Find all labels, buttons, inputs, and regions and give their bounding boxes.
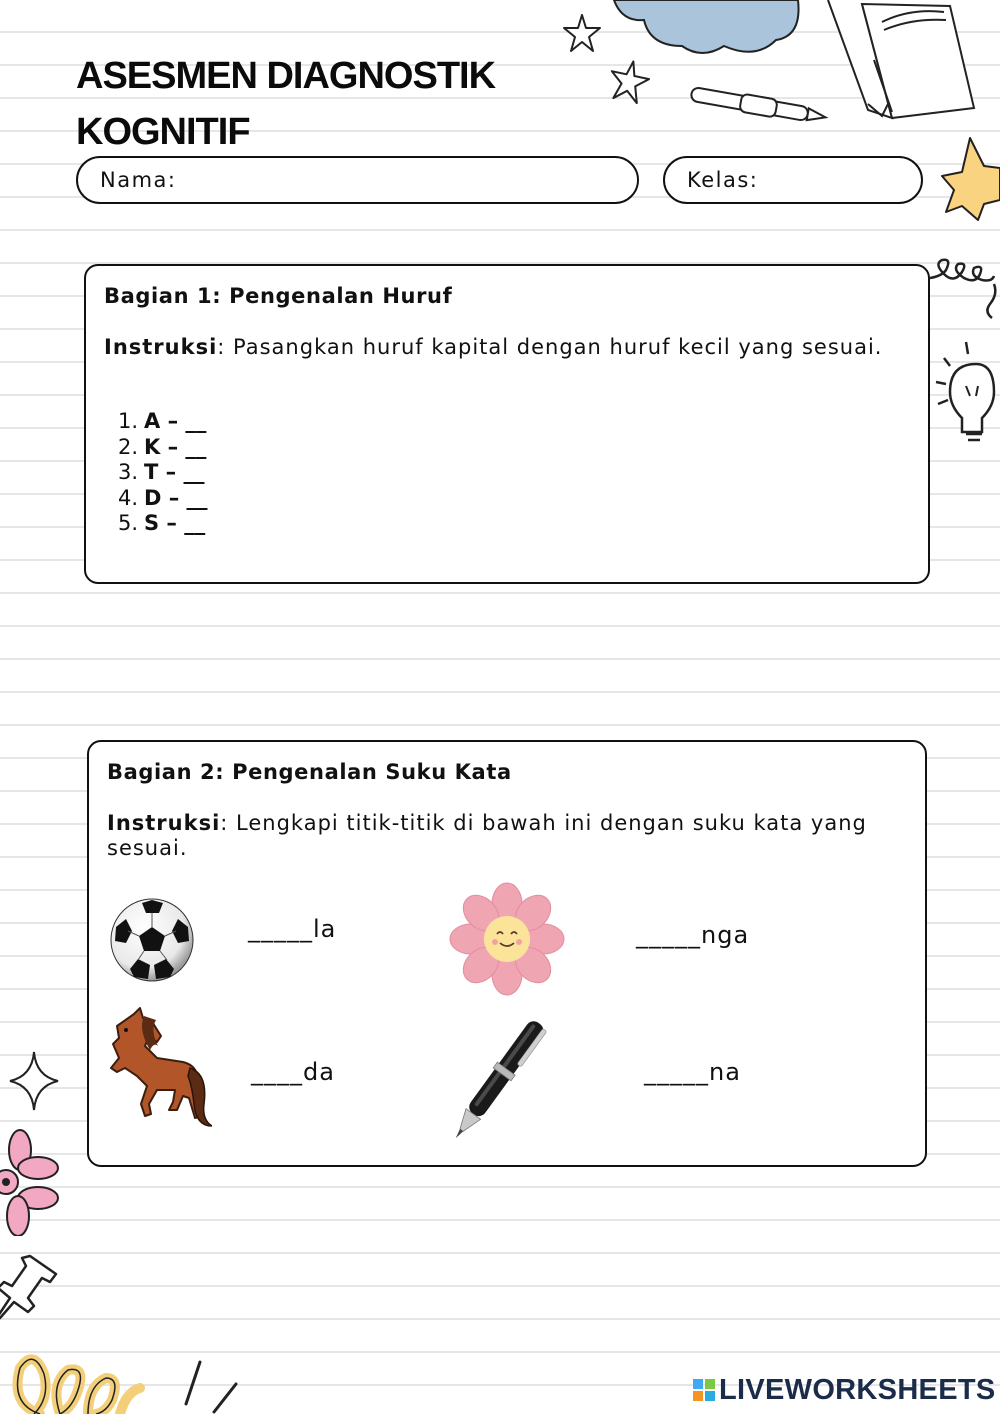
list-item[interactable] bbox=[118, 435, 208, 461]
class-field[interactable] bbox=[663, 156, 923, 204]
section-2-title: Bagian 2: Pengenalan Suku Kata bbox=[107, 760, 512, 784]
item-blank[interactable]: – __ bbox=[158, 460, 205, 484]
item-letter: A bbox=[144, 409, 161, 433]
section-1-title: Bagian 1: Pengenalan Huruf bbox=[104, 284, 453, 308]
syllable-word[interactable]: _____na bbox=[644, 1058, 741, 1086]
list-item[interactable] bbox=[118, 511, 208, 537]
section-2-instruction-label: Instruksi bbox=[107, 811, 221, 835]
spiral-icon bbox=[930, 256, 1000, 320]
item-number: 5. bbox=[118, 511, 139, 535]
star-icon bbox=[606, 58, 652, 106]
brand-text: LIVEWORKSHEETS bbox=[719, 1374, 996, 1406]
syllable-word[interactable]: _____nga bbox=[636, 921, 750, 949]
section-1-instruction-text: : Pasangkan huruf kapital dengan huruf kecil yang sesuai. bbox=[217, 335, 883, 359]
list-item[interactable] bbox=[118, 460, 208, 486]
item-number: 1. bbox=[118, 409, 139, 433]
horse-picture bbox=[104, 1006, 212, 1138]
section-1-box bbox=[84, 264, 930, 584]
name-field[interactable] bbox=[76, 156, 639, 204]
soccer-ball-picture bbox=[108, 897, 196, 983]
star-icon bbox=[560, 12, 604, 56]
name-label: Nama: bbox=[100, 168, 177, 192]
list-item[interactable] bbox=[118, 409, 208, 435]
sparkle-icon bbox=[8, 1050, 60, 1112]
flower-picture bbox=[449, 882, 565, 996]
item-blank[interactable]: – __ bbox=[161, 485, 208, 510]
brand-logo bbox=[693, 1374, 996, 1407]
pushpin-icon bbox=[0, 1252, 64, 1330]
section-1-instruction bbox=[104, 335, 910, 360]
item-letter: T bbox=[144, 460, 159, 484]
doodle-loops-icon bbox=[0, 1344, 250, 1414]
page-title bbox=[76, 48, 596, 160]
item-number: 3. bbox=[118, 460, 139, 484]
class-label: Kelas: bbox=[687, 168, 759, 192]
lightbulb-icon bbox=[930, 336, 1000, 446]
section-1-instruction-label: Instruksi bbox=[104, 335, 218, 359]
letter-list bbox=[118, 409, 208, 537]
item-blank[interactable]: – __ bbox=[160, 409, 207, 433]
pen-doodle-icon bbox=[680, 84, 830, 132]
title-line-1: ASESMEN DIAGNOSTIK bbox=[76, 55, 496, 97]
list-item[interactable] bbox=[118, 486, 208, 512]
pink-flower-icon bbox=[0, 1128, 62, 1236]
section-2-instruction bbox=[107, 811, 907, 861]
item-blank[interactable]: – __ bbox=[160, 434, 207, 459]
item-blank[interactable]: – __ bbox=[159, 511, 206, 535]
syllable-word[interactable]: ____da bbox=[251, 1058, 335, 1086]
item-letter: S bbox=[144, 511, 160, 535]
syllable-word[interactable]: _____la bbox=[248, 915, 337, 943]
pen-picture bbox=[442, 1006, 554, 1154]
title-line-2: KOGNITIF bbox=[76, 111, 250, 153]
book-icon bbox=[822, 0, 982, 122]
item-letter: K bbox=[144, 434, 161, 459]
item-number: 2. bbox=[118, 434, 139, 459]
section-2-instruction-text: : Lengkapi titik-titik di bawah ini dengan suku kata yang sesuai. bbox=[107, 811, 867, 860]
item-letter: D bbox=[144, 485, 162, 510]
yellow-star-icon bbox=[940, 132, 1000, 222]
item-number: 4. bbox=[118, 485, 139, 510]
liveworksheets-logo-icon bbox=[693, 1379, 715, 1401]
cloud-icon bbox=[608, 0, 804, 58]
